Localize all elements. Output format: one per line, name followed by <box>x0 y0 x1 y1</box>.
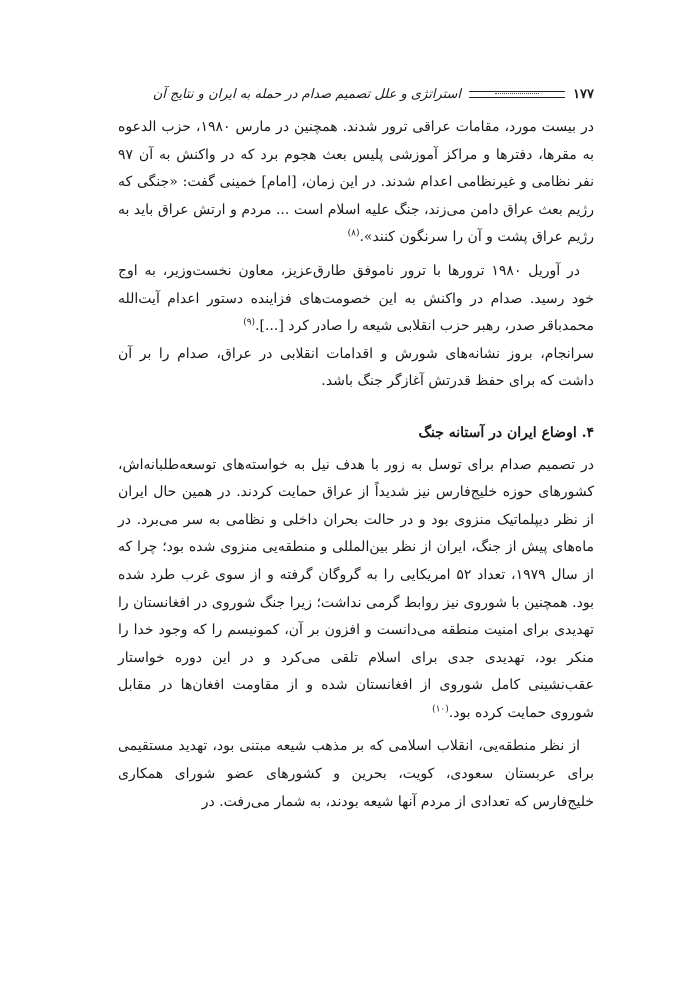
paragraph-continuation: سرانجام، بروز نشانه‌های شورش و اقدامات انقلابی در عراق، صدام را بر آن داشت که برای حفظ قدرتش آغازگر جنگ باشد. <box>118 345 594 390</box>
paragraph-text: در تصمیم صدام برای توسل به زور با هدف نیل به خواسته‌های توسعه‌طلبانه‌اش، کشورهای حوزه خلیج‌فارس نیز شدیداً از عراق حمایت کردند. در همین حال ایران از نظر دیپلماتیک منزوی بود و در حالت بحران داخلی و نظامی به سر می‌برد. در ماه‌های پیش از جنگ، ایران از نظر بین‌المللی و منطقه‌یی منزوی شده بود؛ چرا که از سال ۱۹۷۹، تعداد ۵۲ امریکایی را به گروگان گرفته و از سوی غرب طرد شده بود. همچنین با شوروی نیز روابط گرمی نداشت؛ زیرا جنگ شوروی در افغانستان را تهدیدی برای امنیت منطقه می‌دانست و افزون بر آن، کمونیسم را که وجود خدا را منکر بود، تهدیدی جدی برای اسلام تلقی می‌کرد و در این دوره خواستار عقب‌نشینی کامل شوروی از افغانستان شده و از مقاومت افغان‌ها در مقابل شوروی حمایت کرده بود. <box>118 456 595 721</box>
running-head <box>118 82 594 106</box>
running-head-title: استراتژی و علل تصمیم صدام در حمله به ایران و نتایج آن <box>152 86 462 102</box>
paragraph <box>118 452 594 728</box>
footnote-ref: (۱۰) <box>432 704 449 715</box>
section-heading: ۴. اوضاع ایران در آستانه جنگ <box>418 424 594 441</box>
paragraph <box>118 258 594 396</box>
ornamental-rule <box>469 91 565 98</box>
paragraph-text: از نظر منطقه‌یی، انقلاب اسلامی که بر مذهب شیعه مبتنی بود، تهدید مستقیمی برای عربستان سعودی، کویت، بحرین و کشورهای عضو شورای همکاری خلیج‌فارس که تعدادی از مردم آنها شیعه بودند، به شمار می‌رفت. در <box>118 738 594 810</box>
paragraph-text: در بیست مورد، مقامات عراقی ترور شدند. همچنین در مارس ۱۹۸۰، حزب الدعوه به مقرها، دفترها و مراکز آموزشی پلیس بعث هجوم برد که در واکنش به آن ۹۷ نفر نظامی و غیرنظامی اعدام شدند. در این زمان، [امام] خمینی گفت: «جنگی که رژیم بعث عراق دامن می‌زند، جنگ علیه اسلام است ... مردم و ارتش عراق باید به رژیم عراق پشت و آن را سرنگون کنند». <box>118 119 594 246</box>
footnote-ref: (۸) <box>347 228 360 239</box>
footnote-ref: (۹) <box>243 317 256 328</box>
page-number: ۱۷۷ <box>573 86 594 102</box>
paragraph-text: در آوریل ۱۹۸۰ ترورها با ترور ناموفق طارق‌عزیز، معاون نخست‌وزیر، به اوج خود رسید. صدام در واکنش به این خصومت‌های فزاینده دستور اعدام آیت‌الله محمدباقر صدر، رهبر حزب انقلابی شیعه را صادر کرد [...]. <box>118 262 594 335</box>
paragraph <box>118 733 594 816</box>
paragraph <box>118 114 594 252</box>
body-text <box>118 114 594 816</box>
